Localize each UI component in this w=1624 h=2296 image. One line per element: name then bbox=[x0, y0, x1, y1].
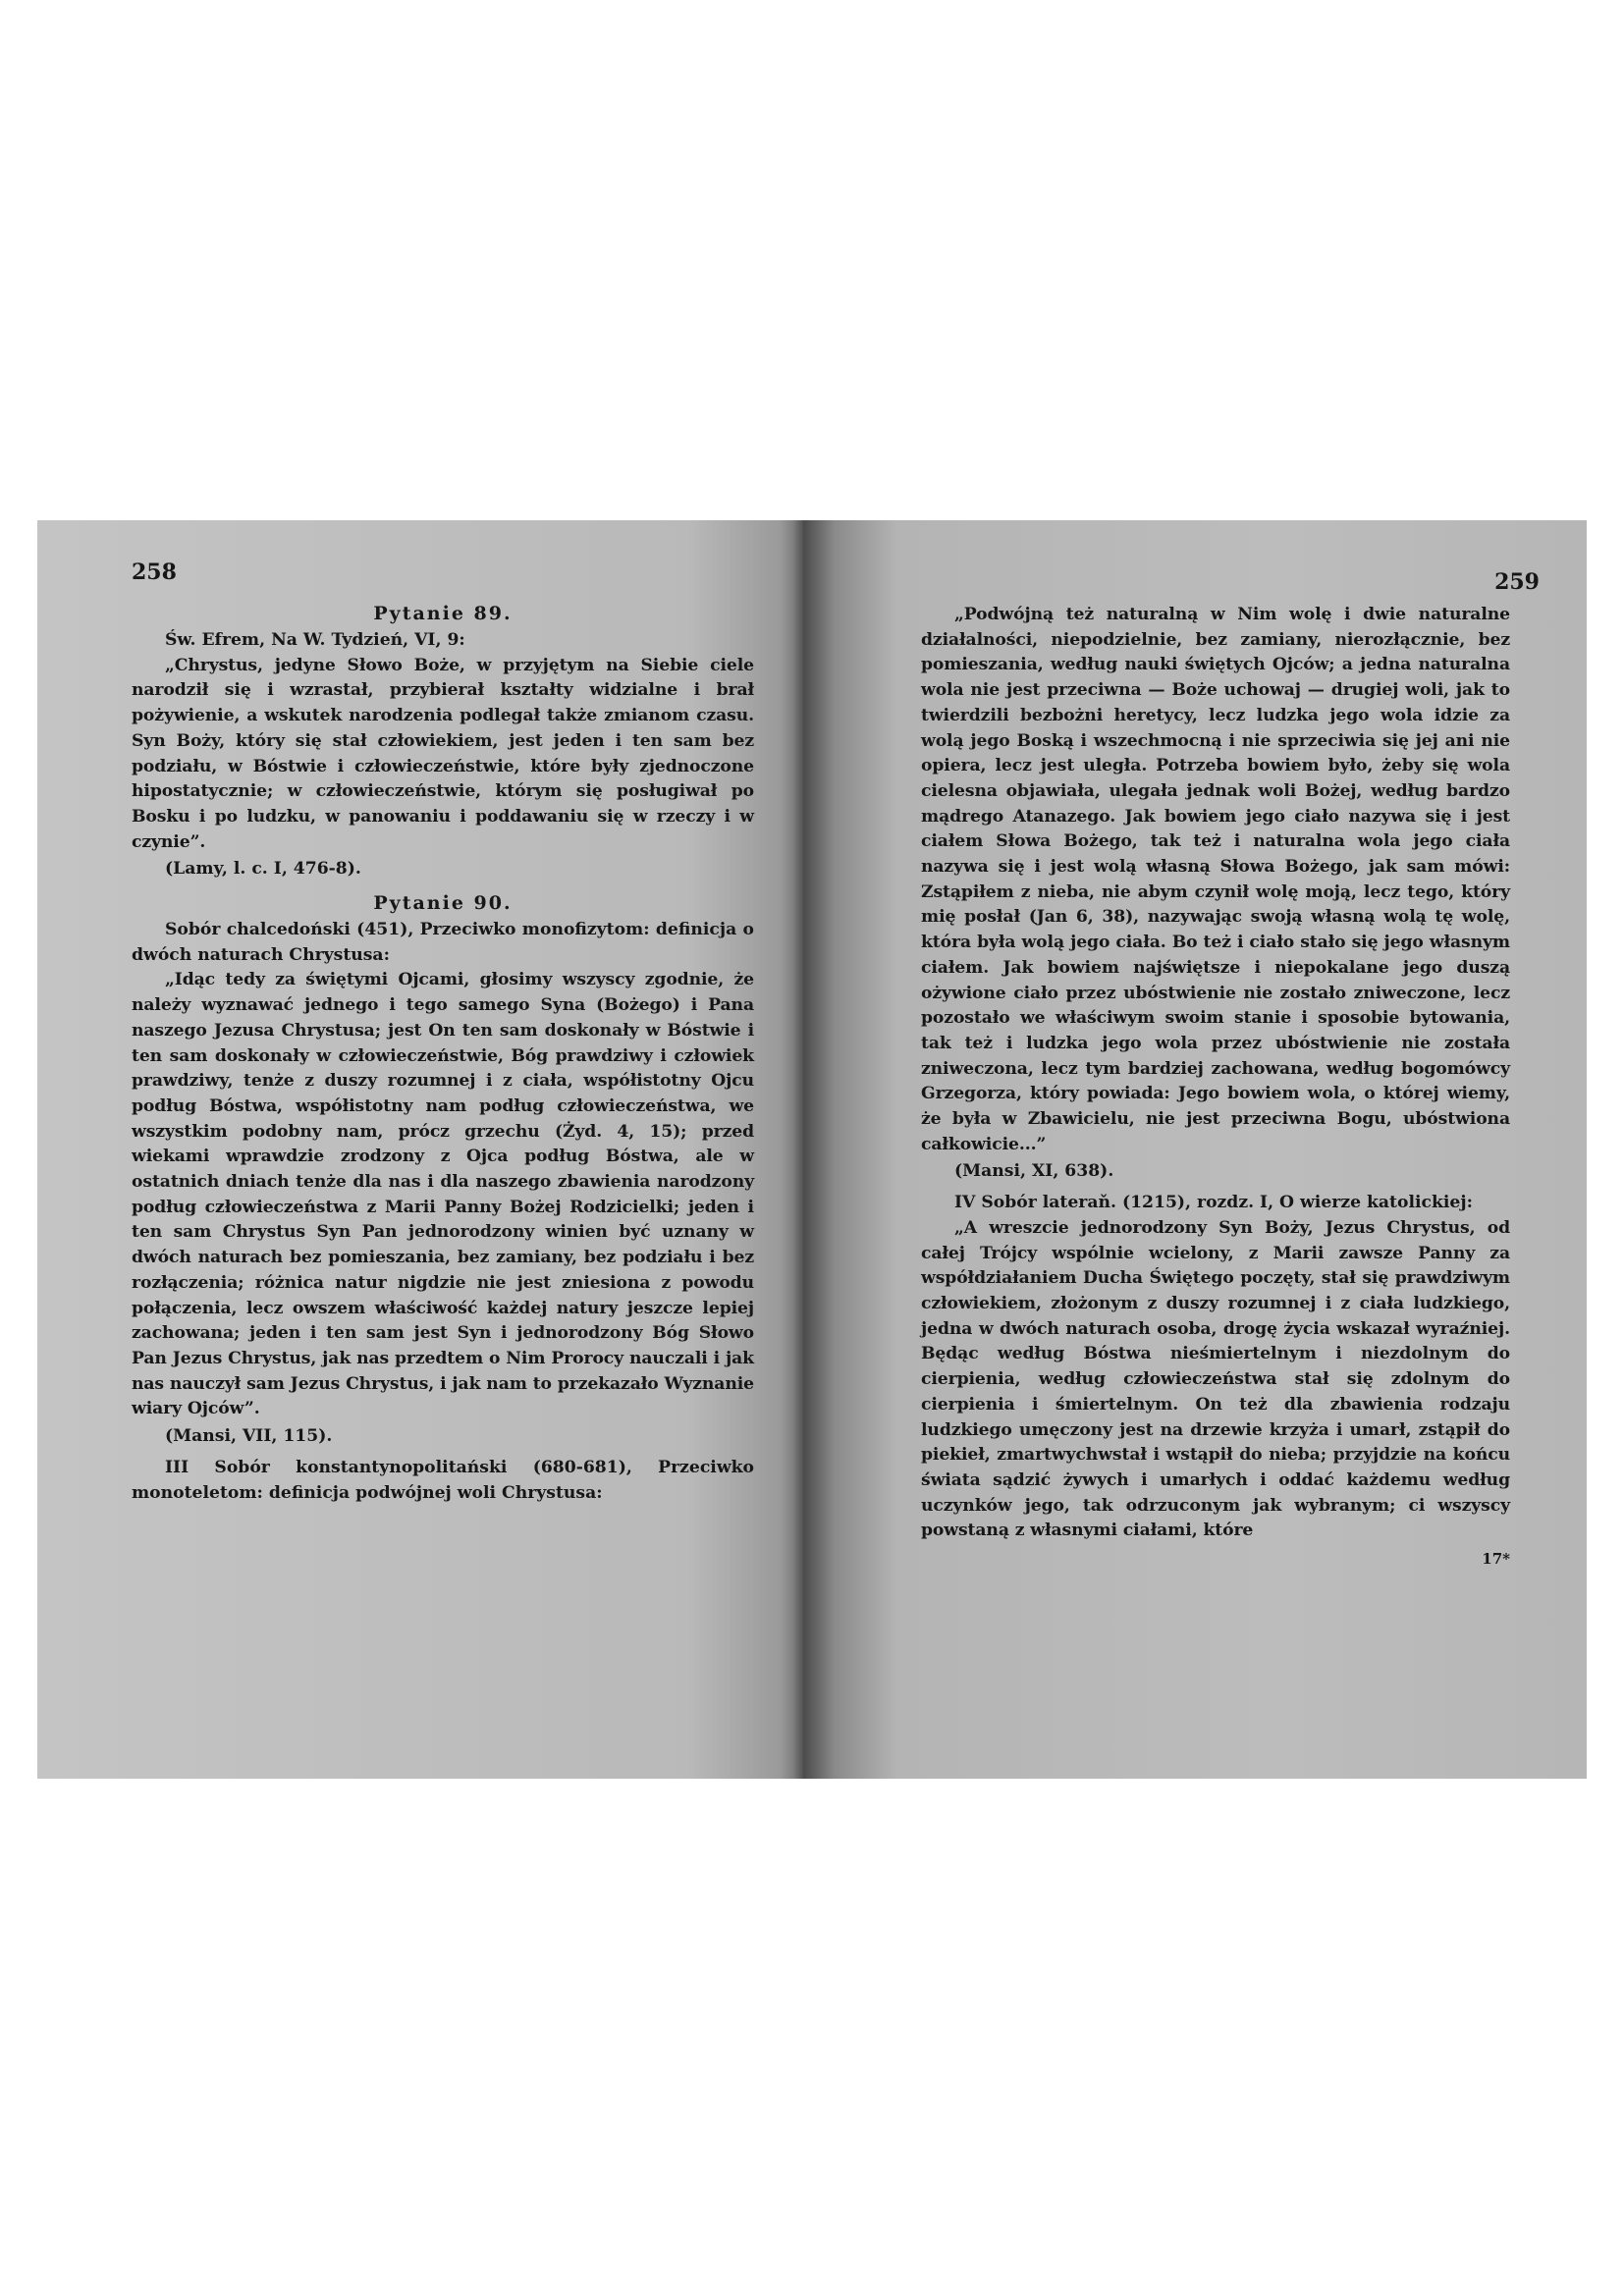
lateran-intro: IV Sobór lateraň. (1215), rozdz. I, O wierze katolickiej: bbox=[954, 1193, 1473, 1213]
q90-intro: Sobór chalcedoński (451), Przeciwko monofizytom: definicja o dwóch naturach Chrystusa: bbox=[132, 920, 754, 965]
book-spread bbox=[37, 520, 1587, 1779]
q89-source: Św. Efrem, Na W. Tydzień, VI, 9: bbox=[165, 630, 465, 650]
constantinople-citation: (Mansi, XI, 638). bbox=[954, 1161, 1114, 1182]
q90-citation: (Mansi, VII, 115). bbox=[165, 1426, 333, 1447]
page-number-left: 258 bbox=[132, 560, 177, 585]
constantinople-intro: III Sobór konstantynopolitański (680-681), Przeciwko monoteletom: definicja podwójnej woli Chrystusa: bbox=[132, 1457, 754, 1503]
question-90-heading: Pytanie 90. bbox=[373, 892, 513, 915]
right-page bbox=[803, 520, 1587, 1779]
lateran-quote: „A wreszcie jednorodzony Syn Boży, Jezus Chrystus, od całej Trójcy wspólnie wcielony, z Marii zawsze Panny za współdziałaniem Ducha Świętego poczęty, stał się prawdziwym człowiekiem, złożonym z duszy rozumnej i z ciała ludzkiego, jedna w dwóch naturach osoba, drogę życia wskazał wyraźniej. Będąc według Bóstwa nieśmiertelnym i niezdolnym do cierpienia, według człowieczeństwa stał się zdolnym do cierpienia i śmiertelnym. On też dla zbawienia rodzaju ludzkiego umęczony jest na drzewie krzyża i umarł, zstąpił do piekieł, zmartwychwstał i wstąpił do nieba; przyjdzie na końcu świata sądzić żywych i umarłych i oddać każdemu według uczynków jego, tak odrzuconym jak wybranym; ci wszyscy powstaną z własnymi ciałami, które bbox=[921, 1217, 1510, 1541]
question-89-heading: Pytanie 89. bbox=[373, 603, 513, 624]
left-page bbox=[37, 520, 803, 1779]
q89-quote: „Chrystus, jedyne Słowo Boże, w przyjętym na Siebie ciele narodził się i wzrastał, przybierał kształty widzialne i brał pożywienie, a wskutek narodzenia podlegał także zmianom czasu. Syn Boży, który się stał człowiekiem, jest jeden i ten sam bez podziału, w Bóstwie i człowieczeństwie, które były zjednoczone hipostatycznie; w człowieczeństwie, którym się posługiwał po Bosku i po ludzku, w panowaniu i poddawaniu się w rzeczy i w czynie”. bbox=[132, 655, 754, 852]
signature-mark: 17* bbox=[1482, 1550, 1510, 1569]
q90-quote: „Idąc tedy za świętymi Ojcami, głosimy wszyscy zgodnie, że należy wyznawać jednego i tego samego Syna (Bożego) i Pana naszego Jezusa Chrystusa; jest On ten sam doskonały w Bóstwie i ten sam doskonały w człowieczeństwie, Bóg prawdziwy i człowiek prawdziwy, tenże z duszy rozumnej i z ciała, współistotny Ojcu podług Bóstwa, współistotny nam podług człowieczeństwa, we wszystkim podobny nam, prócz grzechu (Żyd. 4, 15); przed wiekami wprawdzie zrodzony z Ojca podług Bóstwa, ale w ostatnich dniach tenże dla nas i dla naszego zbawienia narodzony podług człowieczeństwa z Marii Panny Bożej Rodzicielki; jeden i ten sam Chrystus Syn Pan jednorodzony winien być uznany w dwóch naturach bez pomieszania, bez zamiany, bez podziału i bez rozłączenia; różnica natur nigdzie nie jest zniesiona z powodu połączenia, lecz owszem właściwość każdej natury jeszcze lepiej zachowana; jeden i ten sam jest Syn i jednorodzony Bóg Słowo Pan Jezus Chrystus, jak nas przedtem o Nim Prorocy nauczali i jak nas nauczył sam Jezus Chrystus, i jak nam to przekazało Wyznanie wiary Ojców”. bbox=[132, 970, 754, 1419]
constantinople-quote: „Podwójną też naturalną w Nim wolę i dwie naturalne działalności, niepodzielnie, bez zamiany, nierozłącznie, bez pomieszania, według nauki świętych Ojców; a jedna naturalna wola nie jest przeciwna — Boże uchowaj — drugiej woli, jak to twierdzili bezbożni heretycy, lecz ludzka jego wola idzie za wolą jego Boską i wszechmocną i nie sprzeciwia się jej ani nie opiera, lecz jest uległa. Potrzeba bowiem było, żeby się wola cielesna objawiała, ulegała jednak woli Bożej, według bardzo mądrego Atanazego. Jak bowiem jego ciało nazywa się i jest ciałem Słowa Bożego, tak też i naturalna wola jego ciała nazywa się i jest wolą własną Słowa Bożego, jak sam mówi: Zstąpiłem z nieba, nie abym czynił wolę moją, lecz tego, który mię posłał (Jan 6, 38), nazywając swoją własną wolą tę wolę, która była wolą jego ciała. Bo też i ciało stało się jego własnym ciałem. Jak bowiem najświętsze i niepokalane jego duszą ożywione ciało przez ubóstwienie nie zostało zniweczone, lecz pozostało we właściwym swoim stanie i sposobie bytowania, tak też i ludzka jego wola przez ubóstwienie nie została zniweczona, lecz tym bardziej zachowana, według bogomówcy Grzegorza, który powiada: Jego bowiem wola, o której wiemy, że była w Zbawicielu, nie jest przeciwna Bogu, ubóstwiona całkowicie...” bbox=[921, 605, 1510, 1154]
q89-citation: (Lamy, l. c. I, 476-8). bbox=[165, 859, 361, 880]
page-number-right: 259 bbox=[1494, 569, 1540, 595]
